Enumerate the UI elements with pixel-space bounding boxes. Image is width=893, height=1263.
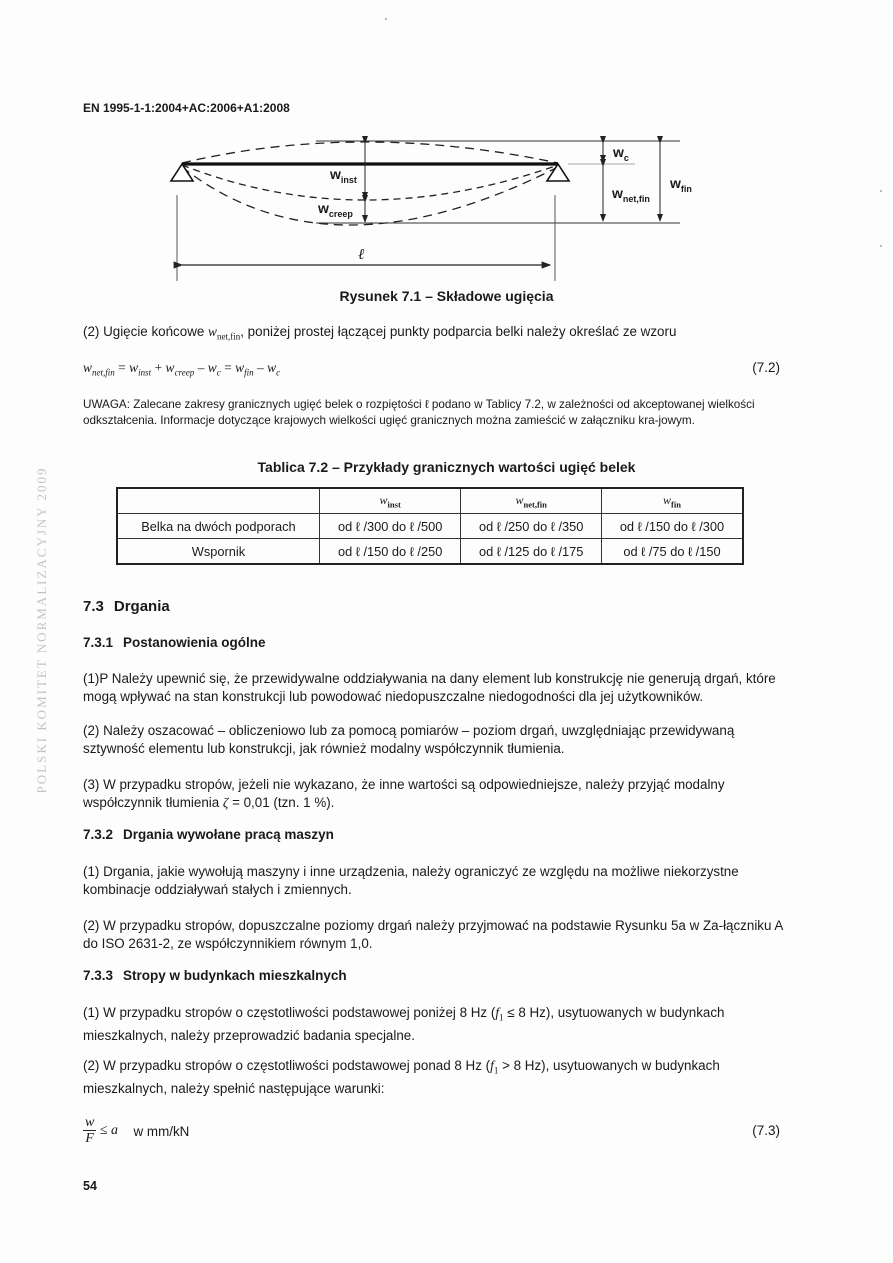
creep-deflection-curve (182, 167, 558, 225)
watermark: POLSKI KOMITET NORMALIZACYJNY 2009 (34, 466, 49, 794)
instant-deflection-curve (182, 165, 558, 200)
label-w-net-fin: $w_{net,fin}$ (612, 185, 650, 204)
label-span: ℓ (358, 245, 365, 263)
equation-number: (7.2) (752, 360, 780, 375)
standard-header: EN 1995-1-1:2004+AC:2006+A1:2008 (83, 101, 290, 115)
table-cell: Belka na dwóch podporach (117, 514, 319, 539)
table-header-w-net-fin: $w_{net,fin}$ (461, 488, 602, 514)
deflection-figure (160, 135, 700, 285)
figure-caption: Rysunek 7.1 – Składowe ugięcia (339, 288, 554, 304)
table-cell: od ℓ /150 do ℓ /300 (601, 514, 743, 539)
label-w-creep: $w_{creep}$ (318, 200, 353, 219)
table-title: Tablica 7.2 – Przykłady granicznych wartości ugięć belek (257, 459, 636, 475)
table-row (117, 514, 743, 539)
right-support-icon (547, 164, 569, 181)
section-heading-7-3-2: 7.3.2 Drgania wywołane pracą maszyn (83, 827, 334, 842)
paragraph-7-3-1-1p: (1)P Należy upewnić się, że przewidywalne oddziaływania na dany element lub konstrukcję nie generują drgań, które mogą wpływać na stan konstrukcji lub powodować niedopuszczalne niedogodności dla jej użytkowników. (83, 671, 776, 704)
scan-speck (385, 18, 387, 20)
table-header-w-fin: $w_{fin}$ (601, 488, 743, 514)
equation-7-3: $\frac{w}{F}$ ≤ a w mm/kN (7.3) (85, 1115, 780, 1146)
left-support-icon (171, 164, 193, 181)
paragraph-7-3-3-2: (2) W przypadku stropów o częstotliwości podstawowej ponad 8 Hz ($f_1 > 8$ Hz), usytuowanych w budynkach mieszkalnych, należy spełnić następujące warunki: (83, 1058, 720, 1096)
table-row (117, 539, 743, 565)
paragraph-7-3-1-2: (2) Należy oszacować – obliczeniowo lub za pomocą pomiarów – poziom drgań, uwzględniając przewidywaną sztywność elementu lub konstrukcji, jak również modalny współczynnik tłumienia. (83, 723, 735, 756)
section-heading-7-3-1: 7.3.1 Postanowienia ogólne (83, 635, 266, 650)
label-w-fin: $w_{fin}$ (670, 175, 692, 194)
page-number: 54 (83, 1179, 97, 1193)
paragraph-7-3-2-1: (1) Drgania, jakie wywołują maszyny i inne urządzenia, należy ograniczyć ze względu na możliwe niekorzystne kombinacje oddziaływań stałych i zmiennych. (83, 864, 739, 897)
table-cell: od ℓ /75 do ℓ /150 (601, 539, 743, 565)
table-header-empty (117, 488, 319, 514)
paragraph-7-2-2: (2) Ugięcie końcowe $w_{net,fin}$, poniżej prostej łączącej punkty podparcia belki należy określać ze wzoru (83, 324, 677, 342)
section-heading-7-3-3: 7.3.3 Stropy w budynkach mieszkalnych (83, 968, 347, 983)
equation-number: (7.3) (752, 1123, 780, 1138)
paragraph-7-3-1-3: (3) W przypadku stropów, jeżeli nie wykazano, że inne wartości są odpowiedniejsze, należy przyjąć modalny współczynnik tłumienia ζ = 0,01 (tzn. 1 %). (83, 777, 725, 810)
equation-7-2: $w_{net,fin} = w_{inst} + w_{creep} - w_c = w_{fin} - w_c$ (7.2) (83, 360, 780, 378)
paragraph-7-3-3-1: (1) W przypadku stropów o częstotliwości podstawowej poniżej 8 Hz ($f_1 \le 8$ Hz), usytuowanych w budynkach mieszkalnych, należy przeprowadzić badania specjalne. (83, 1005, 725, 1043)
table-header-w-inst: $w_{inst}$ (319, 488, 461, 514)
precamber-curve (182, 142, 558, 163)
deflection-limits-table (116, 487, 744, 565)
table-header-row (117, 488, 743, 514)
fraction-w-over-f: $\frac{w}{F}$ (85, 1115, 95, 1146)
scan-speck (880, 190, 882, 192)
paragraph-7-3-2-2: (2) W przypadku stropów, dopuszczalne poziomy drgań należy przyjmować na podstawie Rysunku 5a w Za-łączniku A do ISO 2631-2, ze współczynnikiem równym 1,0. (83, 918, 783, 951)
label-w-inst: $w_{inst}$ (330, 166, 357, 185)
scan-speck (880, 245, 882, 247)
note-uwaga: UWAGA: Zalecane zakresy granicznych ugięć belek o rozpiętości ℓ podano w Tablicy 7.2, w zależności od akceptowanej wielkości odkształcenia. Informacje dotyczące krajowych wielkości ugięć granicznych można zamieścić w załączniku kra-jowym. (83, 398, 755, 427)
table-cell: Wspornik (117, 539, 319, 565)
table-cell: od ℓ /250 do ℓ /350 (461, 514, 602, 539)
table-cell: od ℓ /150 do ℓ /250 (319, 539, 461, 565)
label-w-c: $w_c$ (613, 144, 629, 163)
table-cell: od ℓ /125 do ℓ /175 (461, 539, 602, 565)
section-heading-7-3: 7.3 Drgania (83, 598, 170, 615)
table-cell: od ℓ /300 do ℓ /500 (319, 514, 461, 539)
